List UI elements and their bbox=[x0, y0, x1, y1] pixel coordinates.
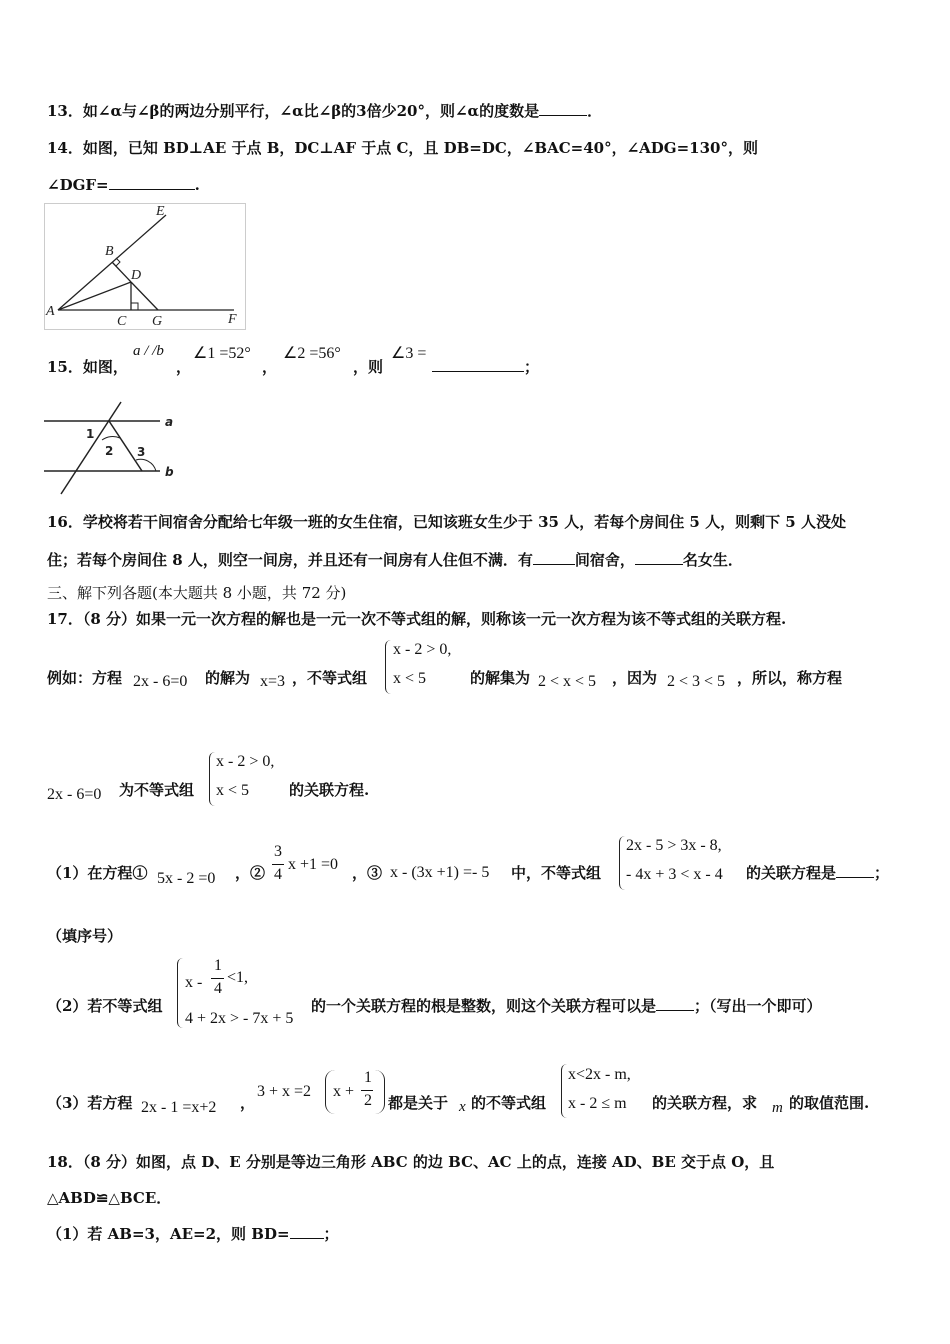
q17-p3-c: 都是关于 bbox=[388, 1094, 449, 1112]
q17-p1-f: ； bbox=[874, 864, 890, 882]
q15-answer-line bbox=[432, 356, 539, 377]
q17-p1-frac-bar bbox=[272, 864, 284, 865]
q16-line2 bbox=[47, 549, 743, 570]
q16-blank-girls[interactable] bbox=[635, 550, 683, 565]
q16-blank-rooms[interactable] bbox=[533, 550, 575, 565]
q17-p1-sys2: - 4x + 3 < x - 4 bbox=[626, 866, 723, 883]
q15-figure bbox=[44, 398, 184, 496]
q17-ex-b: 的解为 bbox=[205, 669, 251, 687]
q17-p3-frac-bar bbox=[361, 1090, 373, 1091]
q17-p3-eq2b: x + bbox=[333, 1083, 355, 1100]
q17-p2-b-line bbox=[311, 995, 822, 1016]
q14-label-c: C bbox=[117, 314, 127, 329]
q17-ex2-eq: 2x - 6=0 bbox=[47, 786, 102, 803]
q16-text-c: 名女生． bbox=[682, 551, 743, 569]
q17-ex-sol: x=3 bbox=[260, 673, 286, 690]
q17-p3-den: 2 bbox=[364, 1092, 372, 1109]
q15-end: ； bbox=[524, 358, 540, 376]
q17-ex2-a: 为不等式组 bbox=[119, 781, 195, 799]
q14-line-ad bbox=[58, 282, 131, 310]
q16-text-b: 间宿舍， bbox=[574, 551, 635, 569]
q14-label-d: D bbox=[131, 268, 142, 283]
q17-p2-b: 的一个关联方程的根是整数，则这个关联方程可以是 bbox=[311, 997, 657, 1015]
q14-label-b: B bbox=[105, 244, 114, 259]
q16-text-a: 住；若每个房间住 8 人，则空一间房，并且还有一间房有人住但不满．有 bbox=[47, 551, 533, 569]
q17-ex-sys2: x < 5 bbox=[393, 670, 427, 687]
q17-ex-f: ，所以，称方程 bbox=[737, 669, 843, 687]
q15-label-2: 2 bbox=[105, 444, 114, 458]
q17-ex-a: 例如：方程 bbox=[47, 669, 123, 687]
q17-p2-c: ；（写出一个即可） bbox=[694, 997, 822, 1015]
q15-arc-2 bbox=[102, 436, 120, 440]
q17-p1-c: ，③ bbox=[352, 864, 383, 882]
q18-p1-answer-blank[interactable] bbox=[290, 1224, 324, 1239]
q17-p1-answer-blank[interactable] bbox=[836, 863, 874, 878]
q17-p2-den: 4 bbox=[214, 980, 222, 997]
q17-p1-d: 中，不等式组 bbox=[511, 864, 602, 882]
q17-ex2-brace bbox=[209, 752, 216, 806]
q17-p3-brace bbox=[561, 1064, 568, 1118]
q17-p1-eq1: 5x - 2 =0 bbox=[157, 870, 216, 887]
q13-body: 13．如∠α与∠β的两边分别平行，∠α比∠β的3倍少20°，则∠α的度数是 bbox=[47, 102, 540, 120]
q15-label-3: 3 bbox=[137, 445, 146, 459]
q14-angle-label: ∠DGF= bbox=[47, 176, 109, 194]
q14-answer-blank[interactable] bbox=[109, 175, 195, 190]
q17-p2-sys1a: x - bbox=[185, 974, 203, 991]
q17-p1-eq2: x +1 =0 bbox=[288, 856, 339, 873]
q17-ex-c: ，不等式组 bbox=[292, 669, 368, 687]
q17-p2-a: （2）若不等式组 bbox=[47, 997, 163, 1015]
q17-p2-num: 1 bbox=[214, 957, 222, 974]
q17-p1-brace bbox=[619, 836, 626, 890]
q14-line1: 14．如图，已知 BD⊥AE 于点 B，DC⊥AF 于点 C，且 DB=DC，∠BAC=40°，∠ADG=130°，则 bbox=[47, 139, 758, 157]
q18-p1-end: ； bbox=[323, 1225, 339, 1243]
q17-p3-eq2a: 3 + x =2 bbox=[257, 1083, 312, 1100]
q15-sep1: ， bbox=[176, 358, 192, 376]
q17-p1-eq3: x - (3x +1) =- 5 bbox=[390, 864, 490, 881]
q17-intro: 17．（8 分）如果一元一次方程的解也是一元一次不等式组的解，则称该一元一次方程为该不等式组的关联方程. bbox=[47, 610, 787, 628]
q13-text bbox=[47, 100, 602, 121]
q17-p1-sys1: 2x - 5 > 3x - 8, bbox=[626, 837, 722, 854]
q13-answer-blank[interactable] bbox=[539, 101, 587, 116]
q17-p3-num: 1 bbox=[364, 1069, 372, 1086]
q17-p1-b: ，② bbox=[235, 864, 266, 882]
q17-p1-num: 3 bbox=[274, 843, 282, 860]
q14-label-f: F bbox=[228, 312, 237, 327]
q17-p3-f: 的取值范围. bbox=[789, 1094, 870, 1112]
q17-p1-note: （填序号） bbox=[47, 927, 123, 945]
q17-p2-sys2: 4 + 2x > - 7x + 5 bbox=[185, 1010, 294, 1027]
q17-ex-set: 2 < x < 5 bbox=[538, 673, 597, 690]
q14-label-g: G bbox=[152, 314, 163, 329]
q14-right-angle-b bbox=[116, 258, 120, 266]
q17-p2-frac-bar bbox=[211, 978, 224, 979]
q17-ex-eq: 2x - 6=0 bbox=[133, 673, 188, 690]
q17-p3-var2: m bbox=[772, 1100, 783, 1116]
q18-p1-text: （1）若 AB=3，AE=2，则 BD= bbox=[47, 1225, 290, 1243]
q17-p3-b: ， bbox=[240, 1094, 256, 1112]
q15-prefix: 15．如图， bbox=[47, 358, 128, 376]
q17-ex-chk: 2 < 3 < 5 bbox=[667, 673, 726, 690]
q15-sep2: ， bbox=[262, 358, 278, 376]
q15-label-a: a bbox=[165, 415, 174, 429]
q18-line1: 18．（8 分）如图，点 D、E 分别是等边三角形 ABC 的边 BC、AC 上的点，连接 AD、BE 交于点 O，且 bbox=[47, 1153, 775, 1171]
q17-p1-e-line bbox=[746, 862, 889, 883]
q14-figure bbox=[44, 203, 246, 330]
q17-p2-brace bbox=[177, 958, 184, 1028]
q17-p2-answer-blank[interactable] bbox=[656, 996, 694, 1011]
q18-p1 bbox=[47, 1223, 339, 1244]
q17-p3-eq1: 2x - 1 =x+2 bbox=[141, 1099, 217, 1116]
q17-ex2-sys2: x < 5 bbox=[216, 782, 250, 799]
q15-mid: ，则 bbox=[353, 358, 384, 376]
q17-ex-d: 的解集为 bbox=[470, 669, 531, 687]
q14-label-e: E bbox=[156, 204, 165, 219]
q17-p3-sys2: x - 2 ≤ m bbox=[568, 1095, 627, 1112]
q14-end: . bbox=[194, 176, 200, 194]
q14-label-a: A bbox=[46, 304, 55, 319]
q14-right-angle-c bbox=[131, 303, 138, 310]
q18-line2: △ABD≌△BCE． bbox=[47, 1189, 172, 1207]
q17-p1-e: 的关联方程是 bbox=[746, 864, 837, 882]
q17-ex2-b: 的关联方程. bbox=[289, 781, 370, 799]
q17-ex2-sys1: x - 2 > 0, bbox=[216, 753, 275, 770]
q17-p3-var: x bbox=[459, 1099, 466, 1115]
q17-ex-e: ，因为 bbox=[612, 669, 658, 687]
q14-line-dg bbox=[131, 282, 158, 310]
q15-cond-angle2: ∠2 =56° bbox=[283, 345, 341, 362]
q17-p3-sys1: x<2x - m, bbox=[568, 1066, 631, 1083]
q17-p3-d: 的不等式组 bbox=[471, 1094, 547, 1112]
section3-heading: 三、解下列各题(本大题共 8 小题，共 72 分) bbox=[47, 584, 347, 602]
q15-cond-angle1: ∠1 =52° bbox=[193, 345, 251, 362]
q15-cond-angle3: ∠3 = bbox=[391, 345, 427, 362]
q17-ex-brace bbox=[385, 640, 392, 694]
q15-answer-blank[interactable] bbox=[432, 357, 524, 372]
q15-cond-parallel: a / /b bbox=[133, 343, 164, 359]
q17-p2-sys1b: <1, bbox=[227, 969, 249, 986]
q17-ex-sys1: x - 2 > 0, bbox=[393, 641, 452, 658]
q14-line2 bbox=[47, 175, 200, 194]
q17-p3-a: （3）若方程 bbox=[47, 1094, 133, 1112]
q17-p3-e: 的关联方程，求 bbox=[652, 1094, 758, 1112]
q16-line1: 16．学校将若干间宿舍分配给七年级一班的女生住宿，已知该班女生少于 35 人，若每个房间住 5 人，则剩下 5 人没处 bbox=[47, 513, 846, 531]
q17-p1-den: 4 bbox=[274, 866, 282, 883]
q14-line-bd bbox=[112, 262, 131, 282]
q13-end: ． bbox=[587, 102, 603, 120]
q15-label-1: 1 bbox=[86, 427, 95, 441]
q17-p1-a: （1）在方程① bbox=[47, 864, 148, 882]
q15-label-b: b bbox=[165, 465, 174, 479]
